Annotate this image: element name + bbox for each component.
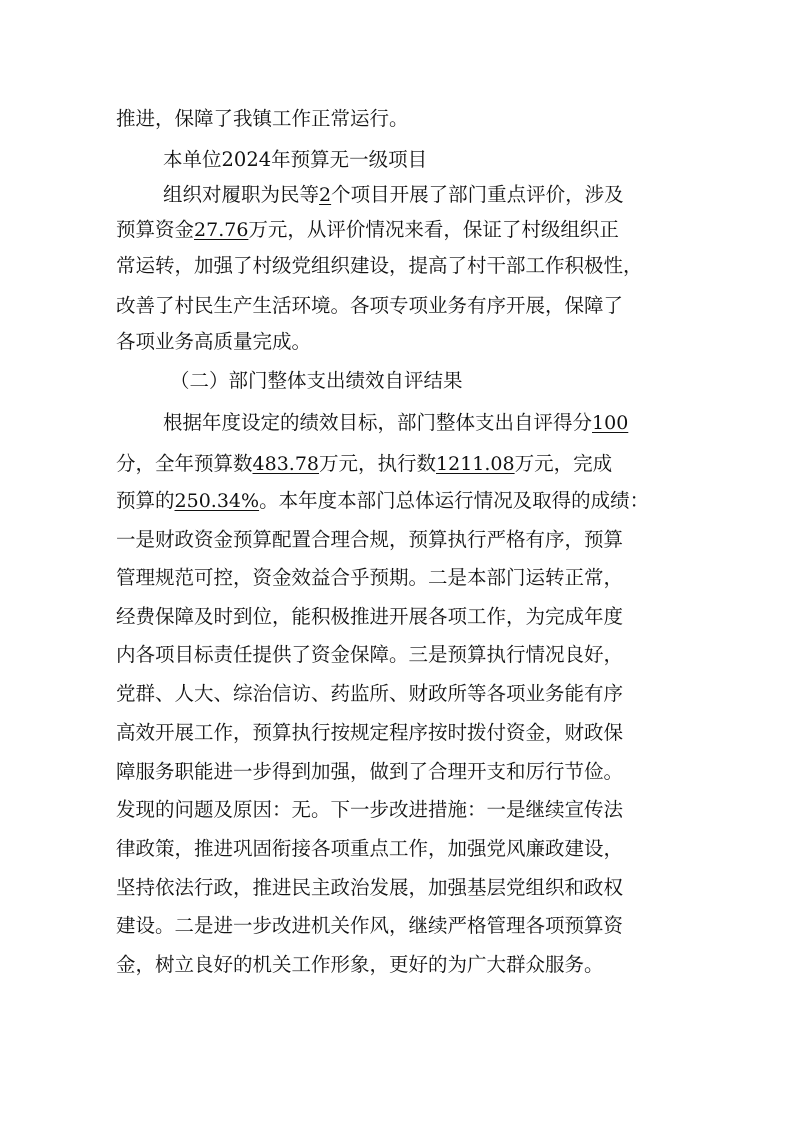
budget-funds-value: 27.76	[194, 219, 249, 241]
text-run: 万元，执行数	[319, 452, 437, 475]
text-run: 常运转，加强了村级党组织建设，提高了村干部工作积极性，	[116, 254, 643, 277]
self-score-value: 100	[592, 412, 629, 434]
text-run: 组织对履职为民等	[163, 183, 320, 206]
text-run: 律政策，推进巩固衔接各项重点工作，加强党风廉政建设，	[116, 837, 624, 860]
text-line	[116, 755, 686, 789]
text-run: 经费保障及时到位，能积极推进开展各项工作，为完成年度	[116, 605, 624, 628]
text-line	[116, 289, 686, 323]
text-run: 障服务职能进一步得到加强，做到了合理开支和厉行节俭。	[116, 760, 624, 783]
text-run: 各项业务高质量完成。	[116, 330, 312, 353]
text-line	[116, 677, 686, 711]
text-line	[116, 447, 686, 481]
text-run: 预算的	[116, 489, 175, 512]
text-run: 内各项目标责任提供了资金保障。三是预算执行情况良好，	[116, 643, 624, 666]
completion-rate-value: 250.34%	[174, 490, 260, 512]
text-line	[116, 561, 686, 595]
text-run: 推进，保障了我镇工作正常运行。	[116, 107, 409, 130]
text-run: 分，全年预算数	[116, 452, 253, 475]
text-line	[116, 249, 686, 283]
text-run: 一是财政资金预算配置合理合规，预算执行严格有序，预算	[116, 528, 624, 551]
text-run: 党群、人大、综治信访、药监所、财政所等各项业务能有序	[116, 682, 624, 705]
text-line	[116, 716, 686, 750]
text-line	[116, 325, 686, 359]
text-run: 坚持依法行政，推进民主政治发展，加强基层党组织和政权	[116, 876, 624, 899]
text-line	[116, 600, 686, 634]
text-run: 建设。二是进一步改进机关作风，继续严格管理各项预算资	[116, 914, 624, 937]
text-run: 本单位2024年预算无一级项目	[163, 148, 428, 171]
text-run: 根据年度设定的绩效目标，部门整体支出自评得分	[163, 411, 593, 434]
text-line	[163, 406, 733, 440]
section-heading-text: （二）部门整体支出绩效自评结果	[170, 369, 463, 392]
text-line	[116, 213, 686, 247]
text-line	[116, 102, 686, 136]
text-run: 预算资金	[116, 218, 195, 241]
text-line	[116, 909, 686, 943]
project-count-value: 2	[319, 184, 332, 206]
text-run: 金，树立良好的机关工作形象，更好的为广大群众服务。	[116, 953, 604, 976]
text-line	[116, 948, 686, 982]
text-line	[116, 523, 686, 557]
text-run: 个项目开展了部门重点评价，涉及	[331, 183, 624, 206]
text-line	[163, 143, 733, 177]
text-run: 改善了村民生产生活环境。各项专项业务有序开展，保障了	[116, 294, 624, 317]
text-line	[116, 871, 686, 905]
text-run: 管理规范可控，资金效益合乎预期。二是本部门运转正常，	[116, 566, 624, 589]
text-line	[116, 793, 686, 827]
section-heading	[170, 364, 740, 398]
annual-budget-value: 483.78	[252, 453, 319, 475]
text-line	[116, 484, 686, 518]
text-run: 高效开展工作，预算执行按规定程序按时拨付资金，财政保	[116, 721, 624, 744]
executed-amount-value: 1211.08	[436, 453, 515, 475]
text-line	[163, 178, 733, 212]
text-line	[116, 832, 686, 866]
text-run: 万元，从评价情况来看，保证了村级组织正	[248, 218, 619, 241]
text-run: 万元，完成	[514, 452, 613, 475]
text-line	[116, 638, 686, 672]
text-run: 。本年度本部门总体运行情况及取得的成绩：	[259, 489, 650, 512]
text-run: 发现的问题及原因：无。下一步改进措施：一是继续宣传法	[116, 798, 624, 821]
